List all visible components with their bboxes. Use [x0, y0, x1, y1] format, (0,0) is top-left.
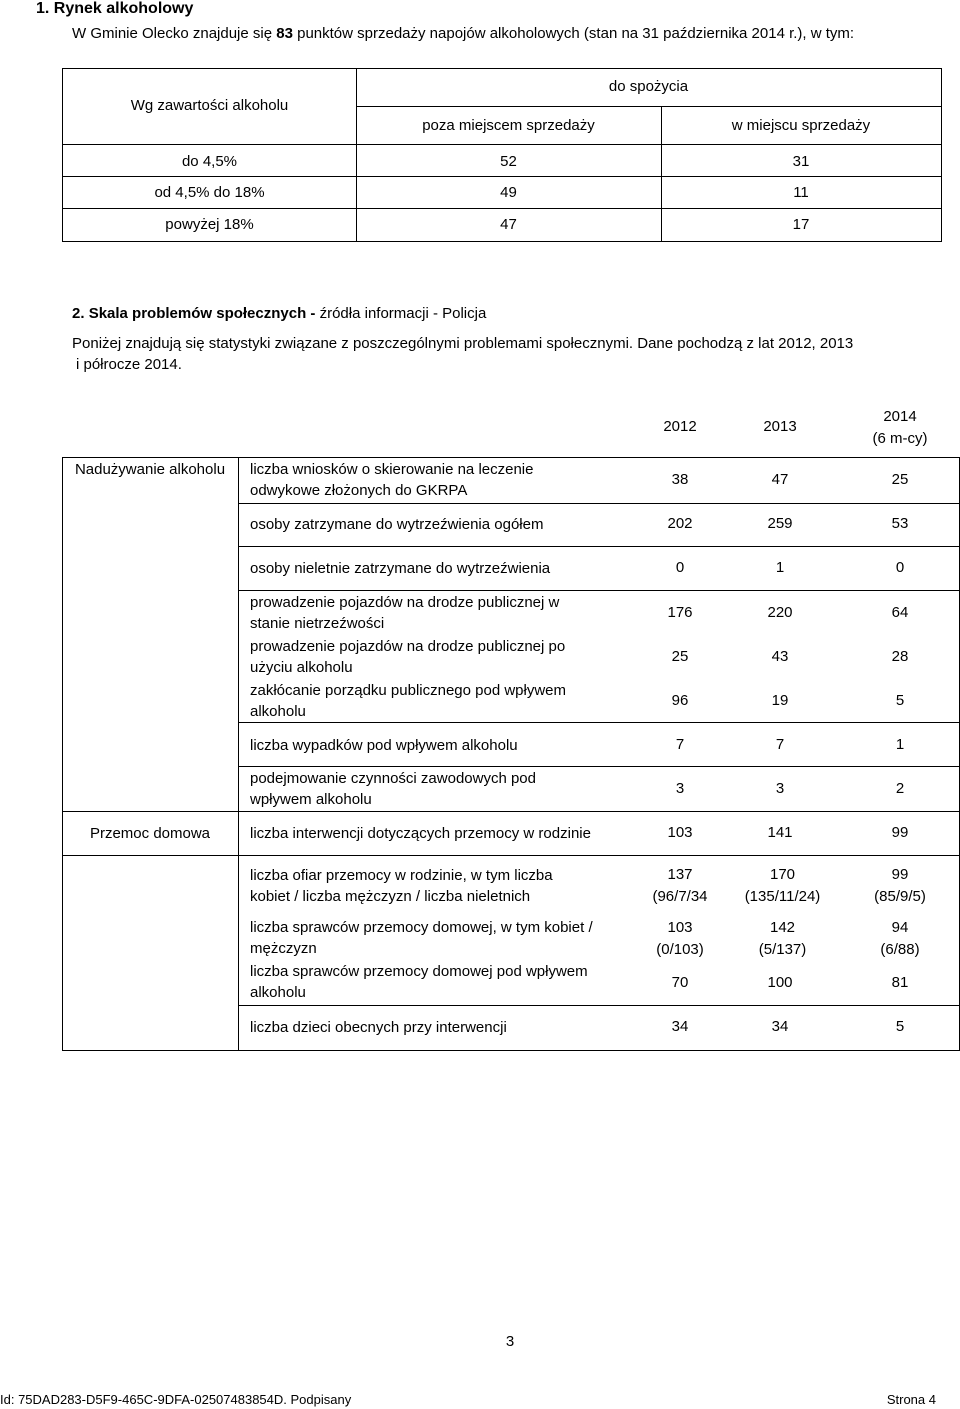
footer-document-id: Id: 75DAD283-D5F9-465C-9DFA-02507483854D. Podpisany: [0, 1392, 352, 1407]
value-2012: 70: [671, 974, 689, 991]
row-label: prowadzenie pojazdów na drodze publicznej w stanie nietrzeźwości: [250, 594, 560, 632]
table1-row-label: do 4,5%: [181, 153, 238, 170]
value-2013: 141: [767, 824, 793, 841]
value-2013: 100: [767, 974, 793, 991]
value-2014: 0: [895, 559, 905, 576]
value-2014-breakdown: (6/88): [880, 941, 920, 958]
row-label: podejmowanie czynności zawodowych pod wpływem alkoholu: [250, 770, 536, 808]
header-2014-note: (6 m-cy): [872, 430, 928, 447]
row-label: liczba ofiar przemocy w rodzinie, w tym liczba kobiet / liczba mężczyzn / liczba nieletnich: [250, 867, 553, 905]
table1-group-header: do spożycia: [608, 78, 689, 95]
value-2014: 99: [891, 866, 909, 883]
value-2012: 38: [671, 471, 689, 488]
row-label: liczba sprawców przemocy domowej pod wpływem alkoholu: [250, 963, 588, 1001]
value-2012: 103: [667, 919, 693, 936]
header-2014: 2014: [883, 408, 917, 425]
table1-row-a: 52: [500, 153, 517, 170]
table1-row-b: 31: [792, 153, 810, 170]
value-2012: 137: [667, 866, 693, 883]
value-2013: 259: [767, 515, 793, 532]
value-2014-breakdown: (85/9/5): [874, 888, 926, 905]
row-label: liczba dzieci obecnych przy interwencji: [250, 1019, 507, 1036]
header-2013: 2013: [763, 418, 797, 435]
row-label: liczba wypadków pod wpływem alkoholu: [250, 737, 518, 754]
value-2014: 53: [891, 515, 909, 532]
row-label: liczba wniosków o skierowanie na leczenie odwykowe złożonych do GKRPA: [250, 461, 534, 499]
value-2012: 176: [667, 604, 693, 621]
row-label: liczba sprawców przemocy domowej, w tym kobiet / mężczyzn: [250, 919, 593, 957]
table1-row-b: 11: [793, 184, 809, 201]
table1-row-label: od 4,5% do 18%: [154, 184, 265, 201]
value-2013: 3: [775, 780, 785, 797]
value-2012: 25: [671, 648, 689, 665]
table1-sub2: w miejscu sprzedaży: [731, 117, 871, 134]
value-2012: 103: [667, 824, 693, 841]
section1-heading: 1. Rynek alkoholowy: [36, 0, 194, 17]
group-label-violence: Przemoc domowa: [89, 825, 211, 842]
value-2013: 170: [769, 866, 796, 883]
value-2014: 5: [895, 1018, 905, 1035]
value-2012: 3: [675, 780, 685, 797]
row-label: osoby zatrzymane do wytrzeźwienia ogółem: [250, 516, 544, 533]
value-2014: 5: [895, 692, 905, 709]
value-2014: 28: [891, 648, 909, 665]
value-2013-breakdown: (135/11/24): [744, 888, 821, 905]
value-2012: 202: [667, 515, 693, 532]
table1-row-b: 17: [792, 216, 810, 233]
value-2013: 7: [775, 736, 785, 753]
row-label: zakłócanie porządku publicznego pod wpływem alkoholu: [250, 682, 567, 720]
row-label: liczba interwencji dotyczących przemocy w rodzinie: [250, 825, 591, 842]
section2-heading: 2. Skala problemów społecznych - źródła informacji - Policja: [72, 305, 487, 322]
value-2013: 43: [771, 648, 789, 665]
row-label: osoby nieletnie zatrzymane do wytrzeźwienia: [250, 560, 551, 577]
section1-text: W Gminie Olecko znajduje się 83 punktów sprzedaży napojów alkoholowych (stan na 31 października 2014 r.), w tym:: [72, 25, 855, 42]
value-2014: 1: [895, 736, 905, 753]
value-2013-breakdown: (5/137): [758, 941, 807, 958]
value-2014: 2: [895, 780, 905, 797]
value-2013: 47: [771, 471, 789, 488]
value-2014: 64: [891, 604, 909, 621]
value-2014: 81: [891, 974, 909, 991]
value-2014: 25: [891, 471, 909, 488]
alcohol-outlets-table: [62, 68, 942, 242]
table1-col1-header: Wg zawartości alkoholu: [130, 97, 289, 114]
group-label-alcohol: Nadużywanie alkoholu: [74, 461, 226, 478]
footer-page-label: Strona 4: [886, 1392, 936, 1407]
value-2012: 34: [671, 1018, 689, 1035]
value-2013: 34: [771, 1018, 789, 1035]
value-2013: 220: [767, 604, 793, 621]
value-2012-breakdown: (96/7/34: [652, 888, 708, 905]
row-label: prowadzenie pojazdów na drodze publicznej po użyciu alkoholu: [250, 638, 566, 676]
section2-paragraph: Poniżej znajdują się statystyki związane z poszczególnymi problemami społecznymi. Dane pochodzą z lat 2012, 2013 i półrocze 2014.: [72, 335, 854, 373]
table1-row-label: powyżej 18%: [165, 216, 254, 233]
table1-row-a: 49: [500, 184, 517, 201]
table1-sub1: poza miejscem sprzedaży: [422, 117, 595, 134]
value-2012: 7: [675, 736, 685, 753]
value-2013: 142: [769, 919, 796, 936]
header-2012: 2012: [663, 418, 697, 435]
value-2012: 96: [671, 692, 689, 709]
value-2012-breakdown: (0/103): [656, 941, 704, 958]
page-number: 3: [505, 1333, 515, 1350]
value-2013: 19: [771, 692, 789, 709]
value-2012: 0: [675, 559, 685, 576]
value-2014: 94: [891, 919, 909, 936]
table1-row-a: 47: [500, 216, 517, 233]
value-2013: 1: [775, 559, 785, 576]
value-2014: 99: [891, 824, 909, 841]
